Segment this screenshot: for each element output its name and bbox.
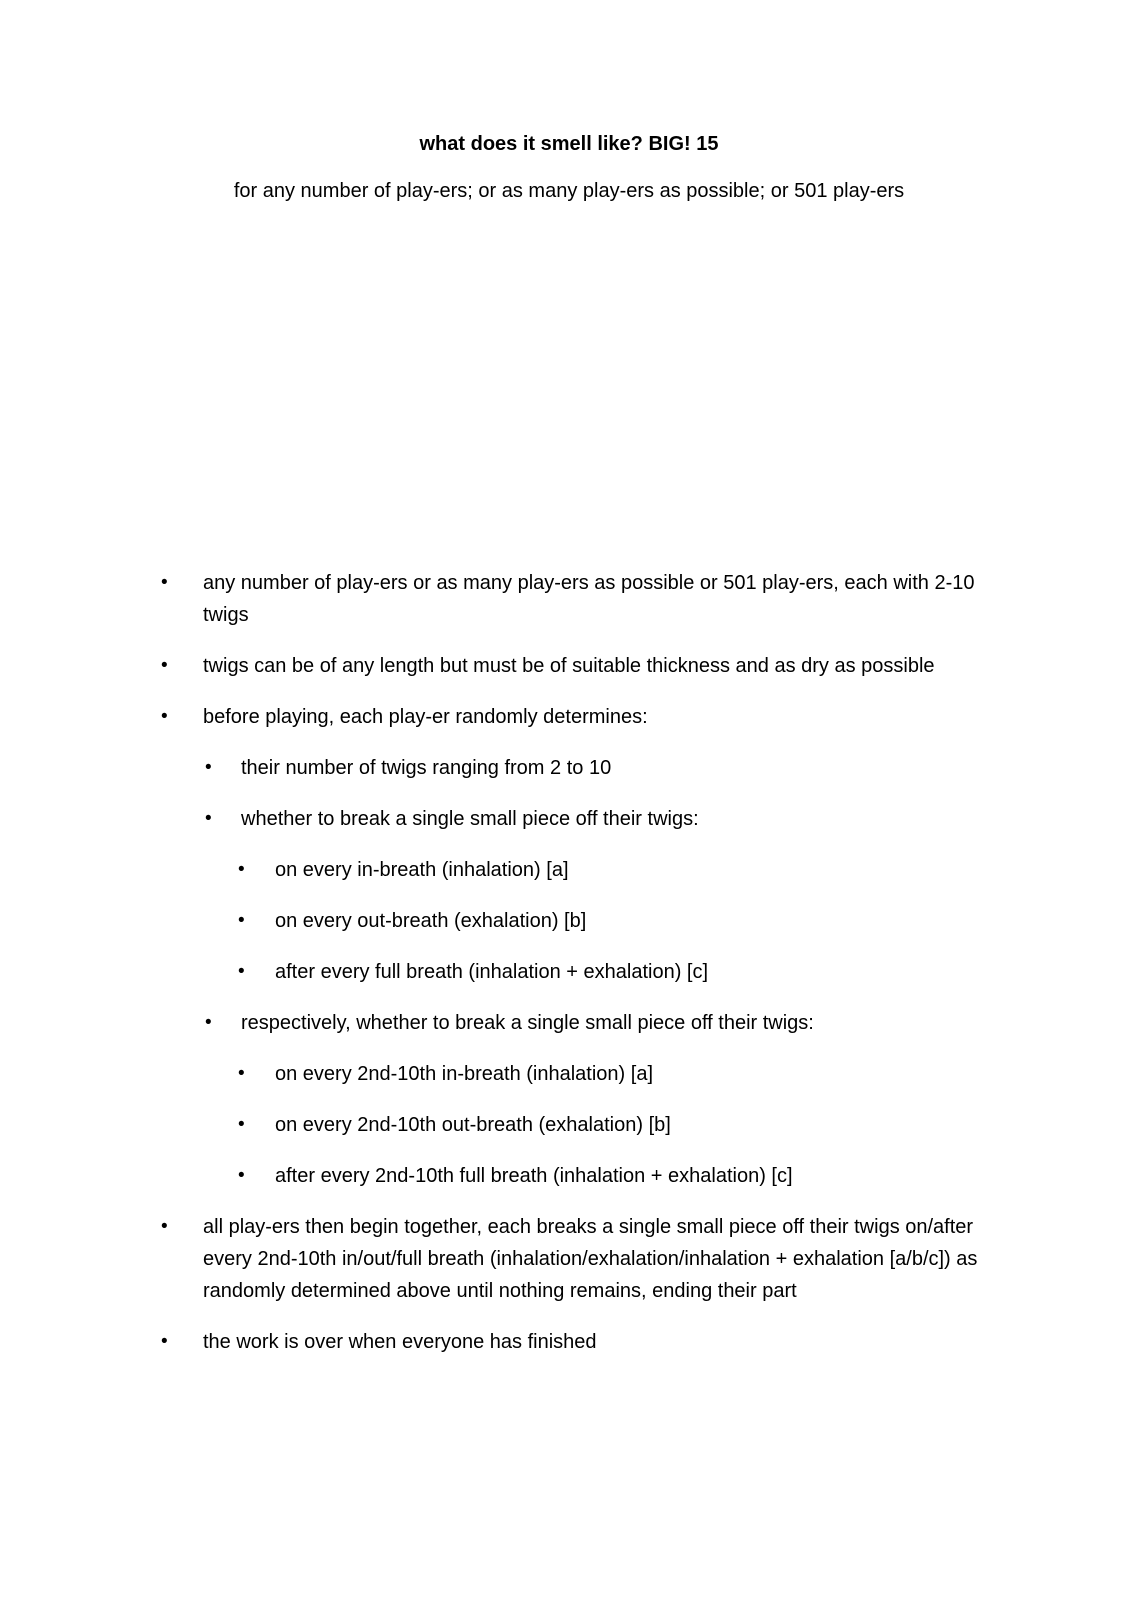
list-item bbox=[137, 650, 1001, 682]
list-item-text: on every out-breath (exhalation) [b] bbox=[275, 910, 587, 932]
bullet-marker: • bbox=[161, 1331, 168, 1352]
list-item bbox=[137, 1058, 1001, 1090]
list-item-text: after every full breath (inhalation + exhalation) [c] bbox=[275, 961, 709, 983]
bullet-marker: • bbox=[238, 961, 245, 982]
list-item-text: their number of twigs ranging from 2 to 10 bbox=[241, 757, 612, 779]
list-item bbox=[137, 854, 1001, 886]
list-item-text: after every 2nd-10th full breath (inhalation + exhalation) [c] bbox=[275, 1165, 793, 1187]
list-item bbox=[137, 1211, 1001, 1307]
bullet-marker: • bbox=[161, 706, 168, 727]
list-item bbox=[137, 1326, 1001, 1358]
list-item bbox=[137, 803, 1001, 835]
list-item-text: whether to break a single small piece off their twigs: bbox=[241, 808, 699, 830]
list-item bbox=[137, 1109, 1001, 1141]
bullet-marker: • bbox=[161, 655, 168, 676]
bullet-marker: • bbox=[238, 1063, 245, 1084]
bullet-marker: • bbox=[238, 1114, 245, 1135]
bullet-marker: • bbox=[205, 1012, 212, 1033]
list-item bbox=[137, 567, 1001, 631]
list-item-text: the work is over when everyone has finished bbox=[203, 1331, 597, 1353]
list-item bbox=[137, 1007, 1001, 1039]
list-item bbox=[137, 752, 1001, 784]
bullet-marker: • bbox=[238, 910, 245, 931]
document-subtitle: for any number of play-ers; or as many play-ers as possible; or 501 play-ers bbox=[233, 180, 905, 202]
instruction-list bbox=[137, 567, 1001, 1358]
list-item-text: on every 2nd-10th out-breath (exhalation) [b] bbox=[275, 1114, 671, 1136]
list-item-text: on every 2nd-10th in-breath (inhalation) [a] bbox=[275, 1063, 654, 1085]
list-item bbox=[137, 905, 1001, 937]
list-item bbox=[137, 956, 1001, 988]
bullet-marker: • bbox=[161, 1216, 168, 1237]
list-item-text: on every in-breath (inhalation) [a] bbox=[275, 859, 569, 881]
list-item-text: all play-ers then begin together, each breaks a single small piece off their twigs on/after every 2nd-10th in/out/full breath (inhalation/exhalation/inhalation + exhalation [a/b/c]) as randomly determined above until nothing remains, ending their part bbox=[203, 1216, 978, 1302]
bullet-marker: • bbox=[161, 572, 168, 593]
bullet-marker: • bbox=[205, 757, 212, 778]
list-item-text: twigs can be of any length but must be of suitable thickness and as dry as possible bbox=[203, 655, 935, 677]
list-item-text: respectively, whether to break a single small piece off their twigs: bbox=[241, 1012, 814, 1034]
document-title: what does it smell like? BIG! 15 bbox=[419, 133, 719, 155]
bullet-marker: • bbox=[238, 859, 245, 880]
bullet-marker: • bbox=[238, 1165, 245, 1186]
bullet-marker: • bbox=[205, 808, 212, 829]
list-item-text: before playing, each play-er randomly determines: bbox=[203, 706, 648, 728]
list-item bbox=[137, 1160, 1001, 1192]
list-item bbox=[137, 701, 1001, 733]
list-item-text: any number of play-ers or as many play-ers as possible or 501 play-ers, each with 2-10 twigs bbox=[203, 572, 975, 626]
vertical-spacer bbox=[137, 205, 1001, 567]
